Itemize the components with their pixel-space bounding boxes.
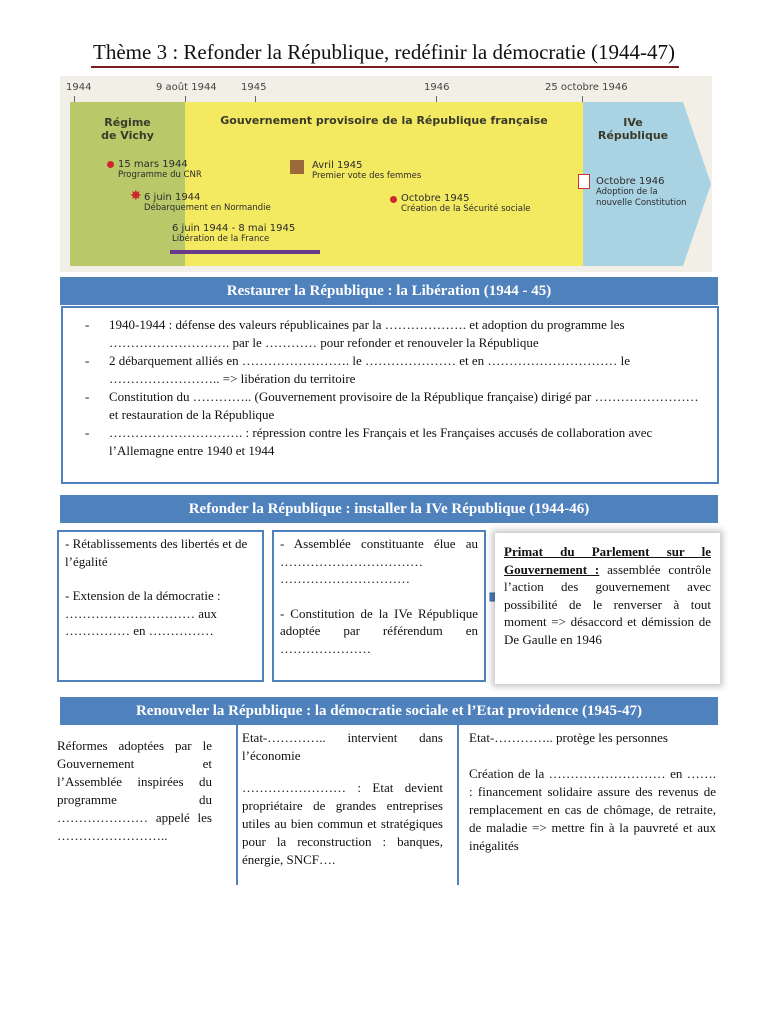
event-date: Octobre 1946 xyxy=(596,176,665,187)
list-item: - 1940-1944 : défense des valeurs républicaines par la ………………. et adoption du programme les ………………………. par le ………… pour refonder et renouveler la République xyxy=(82,316,708,352)
etat-protege-text: Etat-………….. protège les personnes xyxy=(469,730,668,745)
event-date: Octobre 1945 xyxy=(401,193,470,204)
event-cnr xyxy=(118,159,202,181)
timeline-arrow-tip xyxy=(683,102,711,266)
democratie-text: - Extension de la démocratie : ………………………… aux …………… en …………… xyxy=(65,588,221,638)
section-header-liberation: Restaurer la République : la Libération (1944 - 45) xyxy=(60,277,718,305)
event-text: Création de la Sécurité sociale xyxy=(401,204,531,214)
document-icon xyxy=(578,174,590,189)
reformes-text: Réformes adoptées par le Gouvernement et l’Assemblée inspirées du programme du ………………… appelé les …………………….. xyxy=(57,738,212,843)
event-constitution xyxy=(596,176,687,209)
title-underline xyxy=(91,66,679,68)
year-label: 9 août 1944 xyxy=(156,82,217,93)
box-primat-parlement xyxy=(495,533,720,684)
band-gpr-title: Gouvernement provisoire de la République française xyxy=(220,114,548,127)
list-item: - Constitution du ………….. (Gouvernement provisoire de la République française) dirigé par …………………… et restauration de la République xyxy=(82,388,708,424)
nationalisations-text: …………………… : Etat devient propriétaire de grandes entreprises utiles au bien commun et stratégiques pour la reconstruction : banques, énergie, SNCF…. xyxy=(242,780,443,867)
referendum-text: - Constitution de la IVe République adoptée par référendum en ………………… xyxy=(280,605,478,656)
column-divider xyxy=(236,725,238,885)
event-normandie xyxy=(144,192,271,214)
box-libertes xyxy=(57,530,264,682)
year-label: 25 octobre 1946 xyxy=(545,82,628,93)
year-label: 1946 xyxy=(424,82,450,93)
band-vichy xyxy=(70,102,185,266)
band-ive-line2: République xyxy=(597,129,669,142)
event-liberation xyxy=(172,223,295,245)
primat-text: assemblée contrôle l’action des gouvernement avec possibilité de le renverser à tout moment => désaccord et démission de De Gaulle en 1946 xyxy=(504,561,712,647)
event-date: 6 juin 1944 xyxy=(144,192,201,203)
event-dot-icon xyxy=(107,161,114,168)
timeline-figure xyxy=(60,76,712,272)
libertes-text: - Rétablissements des libertés et de l’égalité xyxy=(65,536,248,569)
etat-protection xyxy=(469,729,716,855)
primat-title: Primat du Parlement sur le Gouvernement : xyxy=(504,544,711,577)
year-label: 1945 xyxy=(241,82,267,93)
event-secu xyxy=(401,193,531,215)
section-header-ive-republique: Refonder la République : installer la IVe République (1944-46) xyxy=(60,495,718,523)
explosion-icon: ✸ xyxy=(130,189,142,204)
band-vichy-line1: Régime xyxy=(104,116,151,129)
liberation-period-bar xyxy=(170,250,320,254)
event-dot-icon xyxy=(390,196,397,203)
band-ive-line1: IVe xyxy=(623,116,643,129)
securite-sociale-text: Création de la ……………………… en ……. : financement solidaire assure des revenus de remplacement en cas de chômage, de retraite, de maladie => mettre fin à la pauvreté et aux inégalités xyxy=(469,766,716,853)
event-text: nouvelle Constitution xyxy=(596,198,687,208)
page-title: Thème 3 : Refonder la République, redéfinir la démocratie (1944-47) xyxy=(93,40,675,64)
assemblee-text: - Assemblée constituante élue au …………………………… ………………………… xyxy=(280,536,478,586)
event-text: Adoption de la xyxy=(596,187,658,197)
list-item: - …………………………. : répression contre les Français et les Françaises accusés de collaboration avec l’Allemagne entre 1940 et 1944 xyxy=(82,424,708,460)
event-date: Avril 1945 xyxy=(312,160,363,171)
band-vichy-line2: de Vichy xyxy=(101,129,154,142)
event-date: 15 mars 1944 xyxy=(118,159,188,170)
etat-economie xyxy=(242,729,443,869)
section-header-etat-providence: Renouveler la République : la démocratie sociale et l’Etat providence (1945-47) xyxy=(60,697,718,725)
event-text: Programme du CNR xyxy=(118,170,202,180)
box-constitution xyxy=(272,530,486,682)
event-text: Débarquement en Normandie xyxy=(144,203,271,213)
column-divider xyxy=(457,725,459,885)
ballot-box-icon xyxy=(290,160,304,174)
event-text: Libération de la France xyxy=(172,234,270,244)
event-vote xyxy=(312,160,421,182)
event-text: Premier vote des femmes xyxy=(312,171,422,181)
list-item: - 2 débarquement alliés en ……………………. le ………………… et en ………………………… le …………………….. => libération du territoire xyxy=(82,352,708,388)
year-label: 1944 xyxy=(66,82,92,93)
etat-intervient-text: Etat-………….. intervient dans l’économie xyxy=(242,730,443,763)
liberation-list xyxy=(82,316,708,460)
event-date: 6 juin 1944 - 8 mai 1945 xyxy=(172,223,296,234)
